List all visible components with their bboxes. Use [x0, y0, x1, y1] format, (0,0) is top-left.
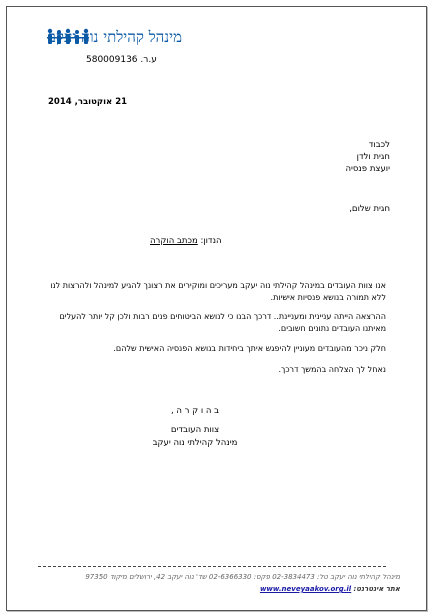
greeting: חגית שלום, [349, 204, 390, 214]
recipient-name: חגית ולדן [356, 152, 390, 162]
subject-label: הנדון: [200, 236, 222, 246]
subject-line [150, 236, 222, 246]
footer-website-label: אתר אינטרנט: [353, 585, 400, 593]
recipient-block [345, 139, 390, 175]
footer-website [30, 585, 400, 593]
signature-org: מינהל קהילתי נוה יעקב [152, 438, 238, 448]
body-paragraph-2: ההרצאה הייתה עניינית ומעניינת.. דרכך הבנו כי לנושא הביטוחים פנים רבות ולכן קל יותר להעלים מאיתנו העובדים נתונים חשובים. [59, 312, 386, 333]
signature-team: צוות העובדים [170, 425, 220, 435]
recipient-salutation: לכבוד [368, 140, 390, 150]
recipient-role: יועצת פנסיה [345, 164, 390, 174]
website-link[interactable]: www.neveyaakov.org.il [259, 585, 352, 593]
footer-divider [38, 566, 386, 567]
body-paragraph-3: חלק ניכר מהעובדים מעוניין להיפגש איתך ביחידות בנושא הפנסיה האישית שלהם. [113, 344, 386, 353]
subject-value: מכתב הוקרה [150, 236, 198, 246]
org-logo-text: מינהל קהילתי נוה יעקב [48, 28, 182, 46]
letter-date: 21 אוקטובר, 2014 [48, 97, 128, 107]
body-paragraph-1: אנו צוות העובדים במינהל קהילתי נוה יעקב מעריכים ומוקירים את רצונך להגיע למינהל ולהרצות לנו ללא תמורה בנושא פנסיות אישיות. [50, 281, 386, 302]
signature-closing: ב ה ו ק ר ה , [170, 406, 220, 416]
registration-label: ע.ר. [140, 55, 157, 65]
footer-address: מינהל קהילתי נוה יעקב טל: 02-3834473 פקס: 02-6366330 שד' נוה יעקב 42, ירושלים מיקוד 97350 [85, 573, 400, 581]
registration-number: 580009136 [86, 55, 138, 65]
registration [86, 55, 157, 65]
body-paragraph-4: נאחל לך הצלחה בהמשך דרכך. [278, 365, 386, 374]
